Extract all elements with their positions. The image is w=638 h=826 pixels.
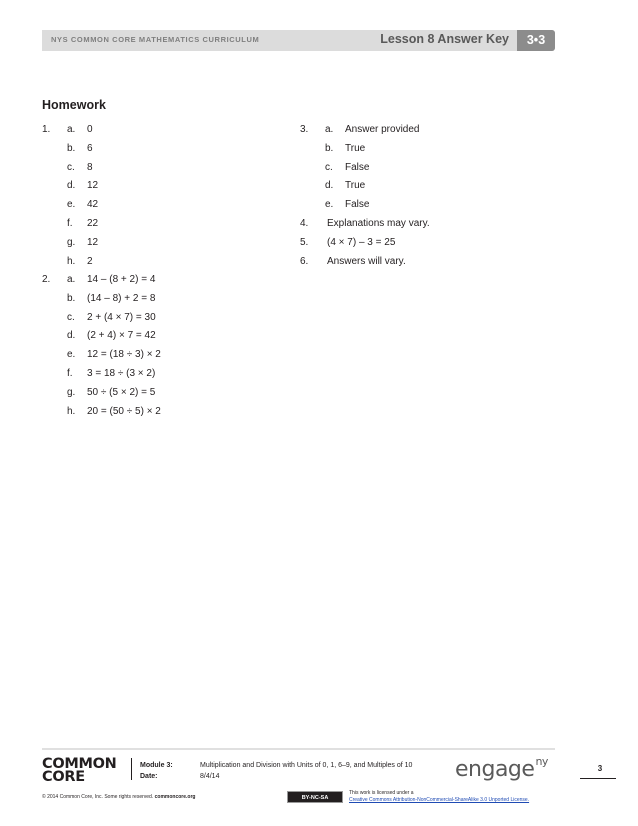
copyright: [42, 794, 195, 800]
module-value: Multiplication and Division with Units of 0, 1, 6–9, and Multiples of 10: [200, 762, 413, 769]
brand-text: engage: [455, 757, 535, 782]
item-answer: 42: [87, 199, 99, 211]
item-answer: 50 ÷ (5 × 2) = 5: [87, 386, 156, 398]
item-answer: 22: [87, 217, 99, 229]
item-answer: False: [345, 161, 370, 173]
item-answer: (4 × 7) – 3 = 25: [327, 236, 396, 248]
item-answer: 2 + (4 × 7) = 30: [87, 311, 156, 323]
item-letter: h.: [67, 255, 76, 267]
item-answer: False: [345, 199, 370, 211]
brand-sup: ny: [535, 754, 548, 768]
problem-number: 1.: [42, 124, 51, 135]
item-letter: c.: [325, 161, 333, 173]
copyright-text: © 2014 Common Core, Inc. Some rights reserved.: [42, 794, 154, 800]
item-answer: 12: [87, 236, 99, 248]
item-letter: b.: [67, 292, 76, 304]
item-answer: 2: [87, 255, 93, 267]
module-label: Module 3:: [140, 762, 173, 769]
problem-number: 4.: [300, 217, 309, 229]
item-answer: 6: [87, 142, 93, 154]
item-letter: f.: [67, 367, 73, 379]
item-answer: 3 = 18 ÷ (3 × 2): [87, 367, 156, 379]
item-answer: (14 – 8) + 2 = 8: [87, 292, 156, 304]
footer-labels: [140, 760, 173, 782]
date-value: 8/4/14: [200, 773, 220, 780]
item-letter: a.: [67, 274, 76, 285]
item-letter: e.: [67, 349, 76, 361]
footer-values: [200, 760, 412, 782]
cc-license-icon[interactable]: BY-NC-SA: [287, 791, 343, 803]
item-letter: b.: [67, 142, 76, 154]
page-number-rule: [580, 778, 616, 779]
item-answer: True: [345, 180, 366, 192]
license-text: [349, 790, 529, 804]
license-line: This work is licensed under a: [349, 790, 414, 796]
engageny-logo: [455, 754, 548, 782]
date-label: Date:: [140, 773, 158, 780]
item-letter: h.: [67, 405, 76, 417]
item-letter: d.: [325, 180, 334, 192]
item-letter: a.: [67, 124, 76, 135]
item-answer: 8: [87, 161, 93, 173]
item-letter: e.: [67, 199, 76, 211]
logo-line-2: CORE: [42, 769, 85, 785]
logo-line-1: COMMON: [42, 756, 117, 772]
item-letter: e.: [325, 199, 334, 211]
page-number: 3: [597, 764, 603, 773]
item-answer: (2 + 4) × 7 = 42: [87, 330, 156, 342]
header-bar: [42, 30, 555, 51]
item-letter: d.: [67, 180, 76, 192]
item-answer: Answers will vary.: [327, 255, 406, 267]
item-letter: g.: [67, 386, 76, 398]
license-link[interactable]: Creative Commons Attribution-NonCommercial-ShareAlike 3.0 Unported License.: [349, 797, 530, 803]
item-answer: 12: [87, 180, 99, 192]
item-letter: f.: [67, 217, 73, 229]
item-letter: b.: [325, 142, 334, 154]
common-core-logo: [42, 758, 117, 784]
item-answer: 14 – (8 + 2) = 4: [87, 274, 156, 285]
item-letter: c.: [67, 161, 75, 173]
copyright-site[interactable]: commoncore.org: [154, 794, 196, 800]
lesson-title: Lesson 8 Answer Key: [380, 32, 509, 46]
curriculum-title: NYS COMMON CORE MATHEMATICS CURRICULUM: [51, 35, 260, 44]
item-answer: 20 = (50 ÷ 5) × 2: [87, 405, 161, 417]
item-letter: a.: [325, 124, 334, 135]
section-title: Homework: [42, 98, 106, 112]
problem-number: 3.: [300, 124, 309, 135]
footer-divider: [42, 748, 555, 750]
item-answer: Answer provided: [345, 124, 420, 135]
item-letter: c.: [67, 311, 75, 323]
item-answer: True: [345, 142, 366, 154]
item-answer: Explanations may vary.: [327, 217, 430, 229]
item-letter: g.: [67, 236, 76, 248]
logo-divider: [131, 758, 132, 780]
problem-number: 6.: [300, 255, 309, 267]
item-letter: d.: [67, 330, 76, 342]
problem-number: 2.: [42, 274, 51, 285]
item-answer: 12 = (18 ÷ 3) × 2: [87, 349, 161, 361]
problem-number: 5.: [300, 236, 309, 248]
grade-module-badge: 3•3: [517, 30, 555, 51]
item-answer: 0: [87, 124, 93, 135]
